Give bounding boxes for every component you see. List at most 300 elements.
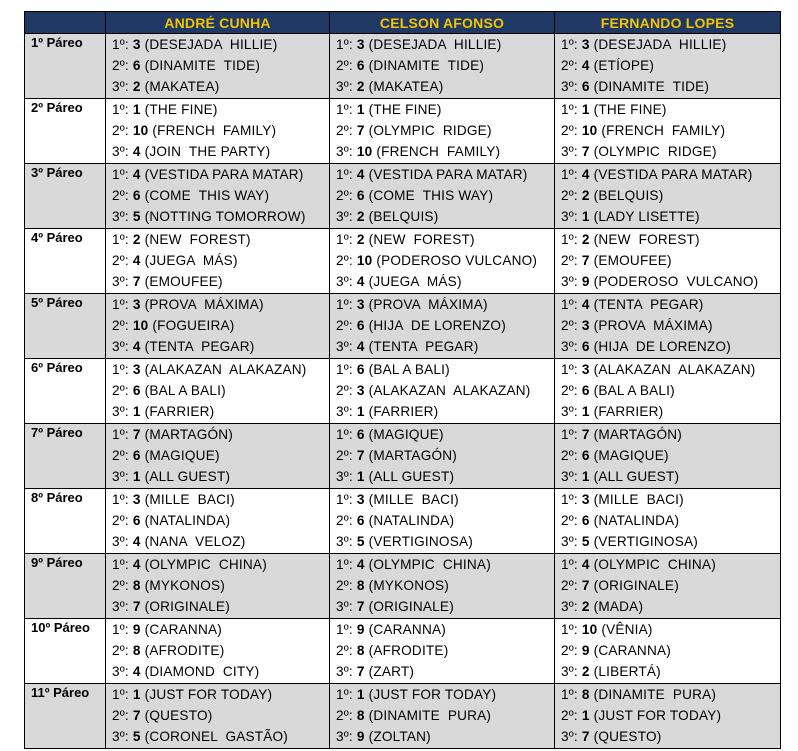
placement: 1º:: [112, 167, 129, 182]
placement: 2º:: [561, 513, 578, 528]
pick-line: [330, 554, 554, 575]
placement: 2º:: [561, 253, 578, 268]
pick-line: [555, 250, 780, 271]
picks-cell: [555, 99, 781, 164]
horse-name: (VESTIDA PARA MATAR): [368, 167, 528, 182]
pick-line: [330, 141, 554, 162]
pick-line: [106, 55, 329, 76]
pick-line: [555, 596, 780, 617]
horse-name: (MAKATEA): [144, 79, 220, 94]
placement: 3º:: [561, 274, 578, 289]
pick-line: [106, 466, 329, 487]
race-row: [25, 294, 781, 359]
picks-cell: [555, 489, 781, 554]
placement: 1º:: [112, 362, 129, 377]
race-row: [25, 619, 781, 684]
horse-number: 9: [132, 622, 141, 637]
race-label: 10º Páreo: [25, 619, 106, 684]
placement: 3º:: [336, 274, 353, 289]
pick-line: [555, 726, 780, 747]
horse-name: (FRENCH FAMILY): [376, 144, 501, 159]
horse-number: 4: [132, 167, 141, 182]
horse-name: (VÊNIA): [601, 622, 653, 637]
horse-name: (BAL A BALI): [368, 362, 450, 377]
horse-name: (VERTIGINOSA): [593, 534, 698, 549]
horse-number: 6: [581, 448, 590, 463]
horse-number: 1: [132, 102, 141, 117]
pick-line: [330, 99, 554, 120]
pick-line: [555, 510, 780, 531]
race-row: [25, 424, 781, 489]
horse-name: (MAGIQUE): [368, 427, 444, 442]
picks-cell: [106, 164, 330, 229]
horse-name: (LIBERTÁ): [593, 664, 661, 679]
pick-line: [106, 401, 329, 422]
pick-line: [555, 315, 780, 336]
horse-number: 4: [132, 144, 141, 159]
horse-number: 7: [581, 578, 590, 593]
pick-line: [330, 359, 554, 380]
horse-name: (OLYMPIC CHINA): [144, 557, 267, 572]
pick-line: [330, 271, 554, 292]
pick-line: [330, 424, 554, 445]
pick-line: [106, 294, 329, 315]
pick-line: [106, 315, 329, 336]
pick-line: [106, 34, 329, 55]
placement: 1º:: [561, 557, 578, 572]
horse-number: 7: [356, 123, 365, 138]
placement: 3º:: [561, 404, 578, 419]
placement: 2º:: [112, 58, 129, 73]
horse-name: (MYKONOS): [144, 578, 225, 593]
placement: 1º:: [112, 557, 129, 572]
pick-line: [330, 401, 554, 422]
horse-name: (NEW FOREST): [368, 232, 475, 247]
placement: 3º:: [561, 79, 578, 94]
horse-number: 6: [581, 79, 590, 94]
picks-cell: [106, 294, 330, 359]
horse-name: (OLYMPIC RIDGE): [368, 123, 492, 138]
horse-name: (VERTIGINOSA): [368, 534, 473, 549]
horse-number: 6: [581, 339, 590, 354]
horse-number: 9: [356, 729, 365, 744]
race-row: [25, 554, 781, 619]
placement: 1º:: [112, 297, 129, 312]
horse-number: 4: [356, 274, 365, 289]
pick-line: [106, 229, 329, 250]
pick-line: [555, 229, 780, 250]
pick-line: [555, 531, 780, 552]
horse-name: (JUEGA MÁS): [144, 253, 238, 268]
pick-line: [555, 271, 780, 292]
horse-number: 4: [581, 58, 590, 73]
placement: 2º:: [561, 188, 578, 203]
horse-number: 4: [356, 339, 365, 354]
horse-name: (NEW FOREST): [144, 232, 251, 247]
placement: 2º:: [112, 643, 129, 658]
header-andre-cunha: ANDRÉ CUNHA: [106, 12, 330, 34]
picks-cell: [330, 34, 555, 99]
horse-name: (MARTAGÓN): [144, 427, 233, 442]
horse-name: (DESEJADA HILLIE): [144, 37, 278, 52]
placement: 1º:: [561, 297, 578, 312]
pick-line: [106, 596, 329, 617]
picks-cell: [555, 684, 781, 749]
pick-line: [555, 55, 780, 76]
placement: 3º:: [112, 664, 129, 679]
placement: 1º:: [561, 37, 578, 52]
pick-line: [330, 185, 554, 206]
picks-cell: [330, 164, 555, 229]
horse-name: (NATALINDA): [593, 513, 680, 528]
horse-number: 9: [581, 274, 590, 289]
placement: 2º:: [336, 58, 353, 73]
horse-name: (TENTA PEGAR): [144, 339, 255, 354]
pick-line: [555, 359, 780, 380]
placement: 2º:: [112, 578, 129, 593]
pick-line: [106, 575, 329, 596]
pick-line: [555, 424, 780, 445]
pick-line: [555, 164, 780, 185]
horse-name: (BELQUIS): [368, 209, 439, 224]
race-label: 7º Páreo: [25, 424, 106, 489]
horse-name: (DINAMITE TIDE): [144, 58, 261, 73]
pick-line: [330, 661, 554, 682]
horse-name: (VESTIDA PARA MATAR): [593, 167, 753, 182]
horse-name: (AFRODITE): [368, 643, 449, 658]
horse-number: 9: [356, 622, 365, 637]
races-body: [25, 34, 781, 749]
pick-line: [330, 489, 554, 510]
horse-number: 6: [132, 448, 141, 463]
horse-number: 7: [581, 427, 590, 442]
horse-number: 1: [132, 404, 141, 419]
horse-name: (CARANNA): [593, 643, 671, 658]
pick-line: [106, 164, 329, 185]
horse-number: 3: [132, 37, 141, 52]
pick-line: [106, 185, 329, 206]
pick-line: [330, 336, 554, 357]
picks-cell: [555, 229, 781, 294]
horse-number: 2: [581, 232, 590, 247]
horse-number: 3: [132, 362, 141, 377]
horse-name: (FARRIER): [368, 404, 439, 419]
horse-name: (ORIGINALE): [144, 599, 230, 614]
horse-name: (DINAMITE TIDE): [593, 79, 710, 94]
horse-name: (MARTAGÓN): [368, 448, 457, 463]
placement: 1º:: [561, 102, 578, 117]
picks-cell: [106, 99, 330, 164]
placement: 2º:: [336, 643, 353, 658]
horse-name: (CORONEL GASTÃO): [144, 729, 289, 744]
pick-line: [555, 554, 780, 575]
pick-line: [555, 619, 780, 640]
horse-name: (ALAKAZAN ALAKAZAN): [368, 383, 531, 398]
pick-line: [106, 380, 329, 401]
pick-line: [330, 640, 554, 661]
placement: 3º:: [561, 729, 578, 744]
placement: 2º:: [112, 513, 129, 528]
horse-name: (ALL GUEST): [144, 469, 231, 484]
horse-number: 1: [581, 102, 590, 117]
horse-number: 5: [581, 534, 590, 549]
horse-name: (NATALINDA): [368, 513, 455, 528]
horse-name: (THE FINE): [144, 102, 218, 117]
horse-name: (ALAKAZAN ALAKAZAN): [144, 362, 307, 377]
picks-cell: [106, 229, 330, 294]
horse-number: 7: [132, 427, 141, 442]
race-row: [25, 229, 781, 294]
pick-line: [106, 250, 329, 271]
horse-name: (PODEROSO VULCANO): [593, 274, 759, 289]
picks-cell: [106, 359, 330, 424]
placement: 3º:: [336, 664, 353, 679]
pick-line: [106, 619, 329, 640]
pick-line: [330, 120, 554, 141]
placement: 3º:: [336, 404, 353, 419]
horse-name: (ORIGINALE): [593, 578, 679, 593]
horse-name: (NATALINDA): [144, 513, 231, 528]
race-label: 8º Páreo: [25, 489, 106, 554]
placement: 3º:: [336, 729, 353, 744]
placement: 1º:: [336, 362, 353, 377]
horse-name: (MAGIQUE): [144, 448, 220, 463]
picks-cell: [106, 554, 330, 619]
pick-line: [555, 575, 780, 596]
horse-number: 3: [356, 297, 365, 312]
picks-cell: [106, 424, 330, 489]
pick-line: [106, 705, 329, 726]
race-label: 2º Páreo: [25, 99, 106, 164]
race-row: [25, 164, 781, 229]
horse-name: (TENTA PEGAR): [593, 297, 704, 312]
placement: 1º:: [112, 37, 129, 52]
pick-line: [330, 531, 554, 552]
placement: 2º:: [561, 318, 578, 333]
placement: 2º:: [561, 383, 578, 398]
horse-name: (QUESTO): [144, 708, 213, 723]
pick-line: [330, 466, 554, 487]
horse-number: 1: [356, 687, 365, 702]
horse-number: 7: [132, 274, 141, 289]
picks-cell: [330, 554, 555, 619]
horse-number: 10: [581, 123, 598, 138]
horse-name: (COME THIS WAY): [368, 188, 494, 203]
placement: 2º:: [336, 123, 353, 138]
placement: 3º:: [112, 79, 129, 94]
placement: 3º:: [561, 599, 578, 614]
placement: 2º:: [112, 708, 129, 723]
pick-line: [330, 315, 554, 336]
horse-name: (FOGUEIRA): [152, 318, 235, 333]
horse-name: (HIJA DE LORENZO): [368, 318, 506, 333]
pick-line: [555, 206, 780, 227]
horse-name: (FRENCH FAMILY): [601, 123, 726, 138]
horse-number: 6: [356, 58, 365, 73]
horse-number: 6: [132, 513, 141, 528]
placement: 2º:: [112, 123, 129, 138]
horse-number: 1: [132, 687, 141, 702]
placement: 1º:: [112, 427, 129, 442]
pick-line: [106, 661, 329, 682]
pick-line: [330, 34, 554, 55]
horse-number: 6: [356, 318, 365, 333]
pick-line: [555, 120, 780, 141]
horse-name: (THE FINE): [368, 102, 442, 117]
pick-line: [555, 34, 780, 55]
placement: 2º:: [112, 448, 129, 463]
picks-cell: [330, 229, 555, 294]
placement: 3º:: [561, 664, 578, 679]
pick-line: [330, 684, 554, 705]
horse-name: (BAL A BALI): [144, 383, 226, 398]
horse-number: 4: [581, 297, 590, 312]
horse-name: (DESEJADA HILLIE): [593, 37, 727, 52]
horse-number: 4: [581, 167, 590, 182]
horse-number: 8: [356, 578, 365, 593]
horse-name: (NOTTING TOMORROW): [144, 209, 306, 224]
picks-cell: [106, 489, 330, 554]
pick-line: [555, 445, 780, 466]
placement: 3º:: [112, 209, 129, 224]
pick-line: [555, 489, 780, 510]
horse-number: 5: [132, 209, 141, 224]
pick-line: [330, 619, 554, 640]
horse-name: (DESEJADA HILLIE): [368, 37, 502, 52]
horse-number: 6: [132, 188, 141, 203]
placement: 3º:: [112, 144, 129, 159]
placement: 1º:: [561, 167, 578, 182]
placement: 1º:: [112, 232, 129, 247]
pick-line: [555, 76, 780, 97]
pick-line: [555, 401, 780, 422]
horse-name: (MADA): [593, 599, 644, 614]
horse-name: (EMOUFEE): [144, 274, 223, 289]
placement: 2º:: [336, 513, 353, 528]
horse-name: (FRENCH FAMILY): [152, 123, 277, 138]
placement: 3º:: [336, 599, 353, 614]
horse-name: (COME THIS WAY): [144, 188, 270, 203]
horse-number: 3: [581, 37, 590, 52]
placement: 3º:: [561, 469, 578, 484]
placement: 1º:: [336, 492, 353, 507]
horse-number: 7: [581, 253, 590, 268]
horse-name: (BAL A BALI): [593, 383, 675, 398]
placement: 2º:: [112, 318, 129, 333]
horse-number: 3: [132, 297, 141, 312]
pick-line: [330, 206, 554, 227]
horse-number: 10: [132, 123, 149, 138]
placement: 3º:: [336, 339, 353, 354]
placement: 2º:: [336, 708, 353, 723]
horse-number: 1: [356, 469, 365, 484]
horse-number: 2: [581, 599, 590, 614]
race-row: [25, 359, 781, 424]
horse-number: 2: [581, 664, 590, 679]
horse-number: 8: [581, 687, 590, 702]
placement: 3º:: [112, 274, 129, 289]
horse-name: (NEW FOREST): [593, 232, 700, 247]
race-row: [25, 684, 781, 749]
pick-line: [330, 596, 554, 617]
horse-name: (FARRIER): [144, 404, 215, 419]
pick-line: [106, 271, 329, 292]
horse-name: (ZART): [368, 664, 415, 679]
horse-number: 4: [581, 557, 590, 572]
race-row: [25, 489, 781, 554]
horse-number: 4: [132, 339, 141, 354]
pick-line: [106, 726, 329, 747]
horse-number: 4: [132, 664, 141, 679]
horse-number: 1: [356, 404, 365, 419]
pick-line: [106, 336, 329, 357]
horse-number: 2: [132, 79, 141, 94]
pick-line: [330, 575, 554, 596]
horse-number: 7: [356, 664, 365, 679]
pick-line: [555, 380, 780, 401]
horse-number: 6: [132, 383, 141, 398]
horse-name: (ALL GUEST): [368, 469, 455, 484]
horse-number: 4: [132, 557, 141, 572]
horse-number: 3: [356, 383, 365, 398]
horse-name: (CARANNA): [144, 622, 222, 637]
placement: 1º:: [112, 102, 129, 117]
horse-number: 3: [356, 492, 365, 507]
horse-number: 1: [581, 209, 590, 224]
horse-number: 1: [581, 469, 590, 484]
horse-number: 6: [581, 513, 590, 528]
pick-line: [555, 661, 780, 682]
picks-cell: [330, 294, 555, 359]
horse-number: 2: [132, 232, 141, 247]
horse-number: 1: [581, 404, 590, 419]
placement: 2º:: [336, 448, 353, 463]
horse-name: (ALAKAZAN ALAKAZAN): [593, 362, 756, 377]
pick-line: [330, 294, 554, 315]
horse-number: 1: [581, 708, 590, 723]
horse-number: 8: [356, 643, 365, 658]
horse-number: 4: [356, 557, 365, 572]
picks-cell: [106, 684, 330, 749]
pick-line: [555, 684, 780, 705]
horse-name: (LADY LISETTE): [593, 209, 700, 224]
horse-name: (DIAMOND CITY): [144, 664, 260, 679]
horse-number: 6: [581, 383, 590, 398]
placement: 1º:: [561, 427, 578, 442]
race-label: 5º Páreo: [25, 294, 106, 359]
placement: 3º:: [112, 339, 129, 354]
picks-cell: [330, 424, 555, 489]
placement: 1º:: [336, 622, 353, 637]
placement: 3º:: [336, 79, 353, 94]
placement: 2º:: [561, 578, 578, 593]
placement: 1º:: [336, 557, 353, 572]
horse-number: 1: [356, 102, 365, 117]
picks-cell: [330, 489, 555, 554]
horse-name: (MARTAGÓN): [593, 427, 682, 442]
horse-name: (THE FINE): [593, 102, 667, 117]
placement: 3º:: [112, 729, 129, 744]
horse-name: (DINAMITE TIDE): [368, 58, 485, 73]
placement: 2º:: [561, 58, 578, 73]
picks-cell: [106, 34, 330, 99]
horse-number: 2: [356, 232, 365, 247]
horse-name: (PODEROSO VULCANO): [376, 253, 538, 268]
horse-name: (ORIGINALE): [368, 599, 454, 614]
horse-number: 7: [581, 144, 590, 159]
horse-name: (JUST FOR TODAY): [144, 687, 273, 702]
placement: 3º:: [112, 599, 129, 614]
